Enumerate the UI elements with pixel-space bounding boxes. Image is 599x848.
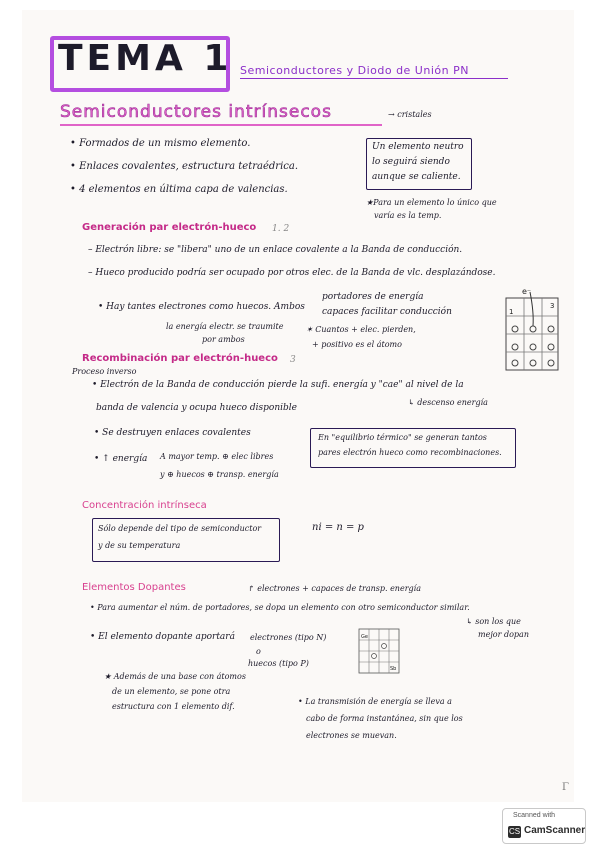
camscanner-badge xyxy=(502,808,586,844)
under-left-2: por ambos xyxy=(202,335,245,344)
dopants-line-2: • El elemento dopante aportará xyxy=(90,632,235,642)
concentration-line-1: Sólo depende del tipo de semiconductor xyxy=(98,524,262,533)
recombination-heading: Recombinación par electrón-hueco xyxy=(82,353,278,364)
bullet-1: • Formados de un mismo elemento. xyxy=(70,138,251,149)
recombination-proceso: Proceso inverso xyxy=(72,367,137,376)
page-subtitle: Semiconductores y Diodo de Unión PN xyxy=(240,64,469,77)
dopants-star-1: ★ Además de una base con átomos xyxy=(104,672,246,681)
dopants-top-note: ↱ electrones + capaces de transp. energía xyxy=(248,584,421,593)
diagram-electron-label: e⁻ xyxy=(522,287,532,296)
scanner-caption: Scanned with xyxy=(513,812,556,819)
diagram-label-3: 3 xyxy=(550,302,555,310)
grid-label-ge: Ge xyxy=(361,634,368,640)
dopants-line-1: • Para aumentar el núm. de portadores, se dopa un elemento con otro semiconductor similar. xyxy=(90,603,470,612)
neutral-box-line-1: Un elemento neutro xyxy=(372,142,464,152)
recombination-heading-num: 3 xyxy=(290,355,296,365)
under-left-1: la energía electr. se traumite xyxy=(166,322,284,331)
section-heading-intrinsic: Semiconductores intrínsecos xyxy=(60,102,332,122)
neutral-box-line-2: lo seguirá siendo xyxy=(372,157,450,167)
heading-note: → cristales xyxy=(388,110,432,119)
concentration-heading: Concentración intrínseca xyxy=(82,500,207,511)
recombination-line-2: • Se destruyen enlaces covalentes xyxy=(94,428,251,438)
grid-label-sb: Sb xyxy=(390,666,397,672)
neutral-box-line-3: aunque se caliente. xyxy=(372,172,461,182)
recombination-temp-1: A mayor temp. ⊕ elec libres xyxy=(160,452,274,461)
page-mark: Γ xyxy=(562,782,569,793)
dopants-note-2: mejor dopan xyxy=(478,630,529,639)
side-note-1: ★Para un elemento lo único que xyxy=(366,198,497,207)
recombination-line-3: • ↑ energía xyxy=(94,454,148,464)
recombination-temp-2: y ⊕ huecos ⊕ transp. energía xyxy=(160,470,279,479)
heading-underline xyxy=(60,124,382,126)
recombination-descenso: ↳ descenso energía xyxy=(408,398,488,407)
lattice-diagram xyxy=(500,284,564,374)
equilibrium-line-1: En "equilibrio térmico" se generan tantos xyxy=(318,433,487,442)
page-title: TEMA 1 xyxy=(58,38,233,79)
generation-heading-num: 1. 2 xyxy=(272,224,290,234)
dopants-holes: huecos (tipo P) xyxy=(248,659,309,668)
camscanner-logo-icon: CS xyxy=(508,827,521,836)
generation-line-2: – Hueco producido podría ser ocupado por otros elec. de la Banda de vlc. desplazándose. xyxy=(88,268,496,278)
under-right-2: + positivo es el átomo xyxy=(312,340,402,349)
dopant-lattice-grid xyxy=(358,628,400,674)
dopants-electrons: electrones (tipo N) xyxy=(250,633,327,642)
dopants-bottom-1: • La transmisión de energía se lleva a xyxy=(298,697,452,706)
dopants-o: o xyxy=(256,647,261,656)
bullet-2: • Enlaces covalentes, estructura tetraédrica. xyxy=(70,161,299,172)
recombination-line-1b: banda de valencia y ocupa hueco disponible xyxy=(96,403,297,413)
diagram-label-1: 1 xyxy=(509,308,514,316)
concentration-line-2: y de su temperatura xyxy=(98,541,181,550)
scanner-name: CamScanner xyxy=(524,825,586,836)
dopants-bottom-3: electrones se muevan. xyxy=(306,731,397,740)
brace-bottom: capaces facilitar conducción xyxy=(322,307,452,317)
dopants-star-3: estructura con 1 elemento dif. xyxy=(112,702,235,711)
generation-line-1: – Electrón libre: se "libera" uno de un enlace covalente a la Banda de conducción. xyxy=(88,245,463,255)
dopants-heading: Elementos Dopantes xyxy=(82,582,186,593)
intrinsic-formula: ni = n = p xyxy=(312,522,364,533)
generation-heading: Generación par electrón-hueco xyxy=(82,222,257,233)
generation-line-3: • Hay tantes electrones como huecos. Ambos xyxy=(98,302,305,312)
brace-top: portadores de energía xyxy=(322,292,424,302)
side-note-2: varía es la temp. xyxy=(374,211,442,220)
bullet-3: • 4 elementos en última capa de valencias. xyxy=(70,184,288,195)
dopants-note-1: ↳ son los que xyxy=(466,617,521,626)
subtitle-underline xyxy=(240,78,508,79)
equilibrium-line-2: pares electrón hueco como recombinaciones. xyxy=(318,448,502,457)
dopants-star-2: de un elemento, se pone otra xyxy=(112,687,231,696)
under-right-1: ✶ Cuantos + elec. pierden, xyxy=(306,325,416,334)
recombination-line-1a: • Electrón de la Banda de conducción pierde la sufi. energía y "cae" al nivel de la xyxy=(92,380,464,390)
dopants-bottom-2: cabo de forma instantánea, sin que los xyxy=(306,714,463,723)
